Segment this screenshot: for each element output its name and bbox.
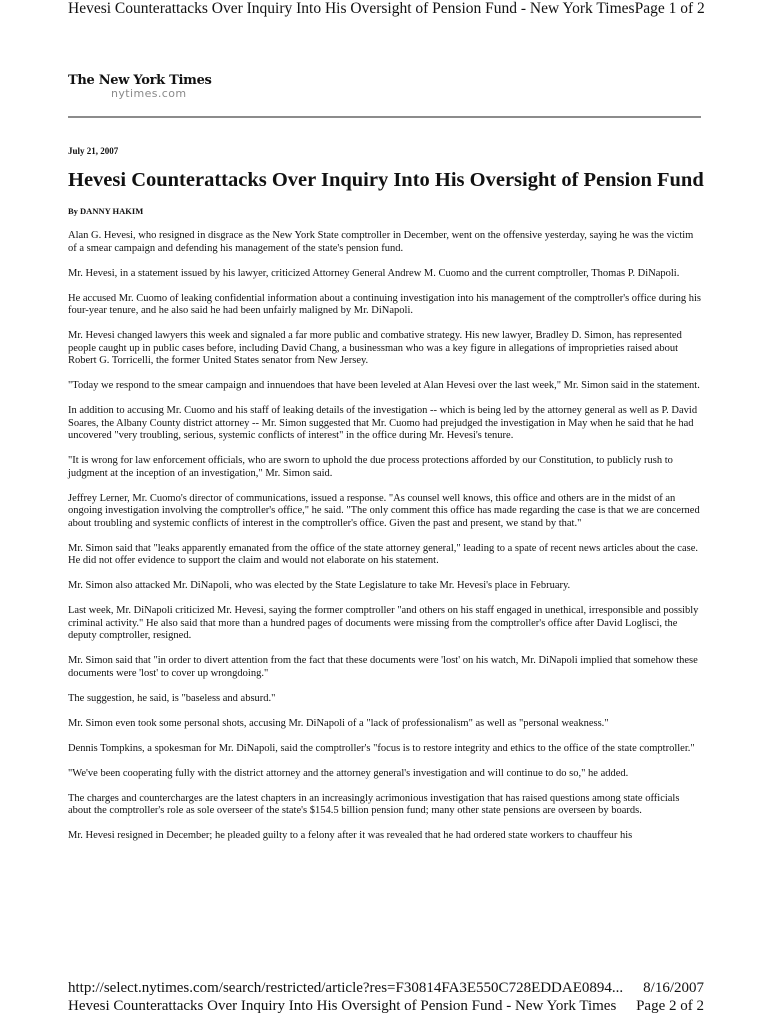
nyt-logo[interactable] xyxy=(68,74,212,99)
article-paragraph: Mr. Simon even took some personal shots, accusing Mr. DiNapoli of a "lack of professionalism" as well as "personal weakness." xyxy=(68,717,609,729)
article-paragraph: Last week, Mr. DiNapoli criticized Mr. Hevesi, saying the former comptroller "and others on his staff engaged in unethical, irresponsible and possibly criminal activity." He also said that more than a hundred pages of documents were missing from the comptroller's office after David Loglisci, the deputy comptroller, resigned. xyxy=(68,605,699,641)
article-paragraph: In addition to accusing Mr. Cuomo and his staff of leaking details of the investigation -- which is being led by the attorney general as well as P. David Soares, the Albany County district attorney -- Mr. Simon suggested that Mr. Cuomo had prejudged the investigation in May when he said that he had uncovered "very troubling, serious, systemic conflicts of interest" in the office during Mr. Hevesi's tenure. xyxy=(68,405,698,441)
article-paragraph: The charges and countercharges are the latest chapters in an increasingly acrimonious investigation that has raised questions among state officials about the comptroller's role as sole overseer of the state's $154.5 billion pension fund; many other state pensions are overseen by boards. xyxy=(68,792,680,816)
article-paragraph: Mr. Simon said that "in order to divert attention from the fact that these documents were 'lost' on his watch, Mr. DiNapoli implied that somehow these documents were 'lost' to cover up wrongdoing." xyxy=(68,655,698,679)
article-date: July 21, 2007 xyxy=(68,146,119,156)
article-paragraph: "We've been cooperating fully with the district attorney and the attorney general's investigation and will continue to do so," he added. xyxy=(68,767,629,779)
print-header-title: Hevesi Counterattacks Over Inquiry Into His Oversight of Pension Fund - New York Times xyxy=(68,0,635,17)
article-paragraph: Mr. Simon said that "leaks apparently emanated from the office of the state attorney general," leading to a spate of recent news articles about the case. He did not offer evidence to support the claim and would not elaborate on his statement. xyxy=(68,542,698,566)
article-paragraph: "Today we respond to the smear campaign and innuendoes that have been leveled at Alan Hevesi over the last week," Mr. Simon said in the statement. xyxy=(68,380,700,391)
print-header-page: Page 1 of 2 xyxy=(634,0,705,17)
footer-next-title: Hevesi Counterattacks Over Inquiry Into His Oversight of Pension Fund - New York Times xyxy=(68,998,617,1014)
article-paragraph: The suggestion, he said, is "baseless and absurd." xyxy=(68,692,276,704)
article-headline: Hevesi Counterattacks Over Inquiry Into His Oversight of Pension Fund xyxy=(68,169,704,191)
article-paragraph: Dennis Tompkins, a spokesman for Mr. DiNapoli, said the comptroller's "focus is to restore integrity and ethics to the office of the state comptroller." xyxy=(68,742,695,754)
footer-next-page: Page 2 of 2 xyxy=(636,998,704,1014)
article-paragraph: Mr. Hevesi changed lawyers this week and signaled a far more public and combative strategy. His new lawyer, Bradley D. Simon, has represented people caught up in public cases before, including David Chang, a businessman who was a key figure in allegations of improprieties raised about Robert G. Torricelli, the former United States senator from New Jersey. xyxy=(68,330,682,366)
article-paragraph: Jeffrey Lerner, Mr. Cuomo's director of communications, issued a response. "As counsel well knows, this office and others are in the midst of an ongoing investigation involving the comptroller's office," he said. "The only comment this office has made regarding the case is that we are concerned about troubling and systemic conflicts of interest in the comptroller's office. Given the past and present, we stand by that." xyxy=(68,492,700,529)
footer-url[interactable]: http://select.nytimes.com/search/restricted/article?res=F30814FA3E550C728EDDAE0894... xyxy=(68,980,624,996)
logo-masthead: The New York Times xyxy=(68,73,212,88)
article-paragraph: He accused Mr. Cuomo of leaking confidential information about a continuing investigation into his management of the comptroller's office during his four-year tenure, and he also said he had been unfairly maligned by Mr. DiNapoli. xyxy=(68,292,702,316)
article-paragraph: "It is wrong for law enforcement officials, who are sworn to uphold the due process protections afforded by our Constitution, to publicly rush to judgment at the inception of an investigation," Mr. Simon said. xyxy=(68,455,673,479)
article-body xyxy=(68,230,704,855)
article-byline: By DANNY HAKIM xyxy=(68,206,144,216)
print-footer xyxy=(68,979,704,1015)
article-paragraph: Mr. Hevesi, in a statement issued by his lawyer, criticized Attorney General Andrew M. Cuomo and the current comptroller, Thomas P. DiNapoli. xyxy=(68,267,680,279)
logo-site: nytimes.com xyxy=(111,87,187,100)
header-divider xyxy=(68,116,701,118)
footer-date: 8/16/2007 xyxy=(643,980,704,996)
print-header xyxy=(68,0,704,18)
article-paragraph: Mr. Simon also attacked Mr. DiNapoli, who was elected by the State Legislature to take Mr. Hevesi's place in February. xyxy=(68,580,571,591)
article-paragraph: Mr. Hevesi resigned in December; he pleaded guilty to a felony after it was revealed that he had ordered state workers to chauffeur his xyxy=(68,830,633,841)
article-paragraph: Alan G. Hevesi, who resigned in disgrace as the New York State comptroller in December, went on the offensive yesterday, saying he was the victim of a smear campaign and defending his management of the state's pension fund. xyxy=(68,230,694,254)
